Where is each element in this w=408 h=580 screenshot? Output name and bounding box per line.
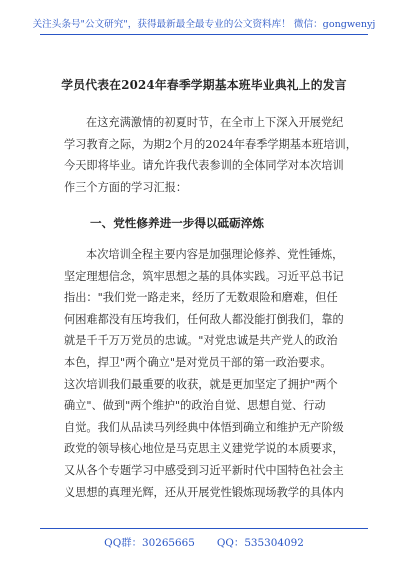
body-line: 自觉。我们从品读马列经典中体悟到确立和维护无产阶级 bbox=[64, 420, 344, 434]
footer-qq-contact: QQ：535304092 bbox=[216, 537, 304, 549]
banner-divider bbox=[40, 34, 368, 35]
body-paragraph bbox=[64, 244, 344, 503]
footer-divider bbox=[40, 528, 368, 529]
intro-line: 作三个方面的学习汇报： bbox=[64, 180, 188, 194]
body-line: 本次培训全程主要内容是加强理论修养、党性锤炼， bbox=[86, 248, 344, 261]
body-line: 政党的领导核心地位是马克思主义建党学说的本质要求， bbox=[64, 442, 344, 456]
footer-qq-group: QQ群：30265665 bbox=[104, 537, 195, 549]
intro-line: 学习教育之际，为期2个月的2024年春季学期基本班培训， bbox=[64, 137, 357, 151]
body-line: 这次培训我们最重要的收获，就是更加坚定了拥护"两个 bbox=[64, 377, 338, 391]
top-banner bbox=[0, 16, 408, 30]
banner-text: 关注头条号"公文研究"，获得最新最全最专业的公文资料库！ 微信：gongwenyj bbox=[32, 19, 376, 30]
body-line: 就是千千万万党员的忠诚。"对党忠诚是共产党人的政治 bbox=[64, 334, 338, 348]
body-line: 义思想的真理光辉，还从开展党性锻炼现场教学的具体内 bbox=[64, 485, 344, 499]
body-line: 指出："我们党一路走来，经历了无数艰险和磨难，但任 bbox=[64, 291, 338, 305]
body-line: 坚定理想信念，筑牢思想之基的具体实践。习近平总书记 bbox=[64, 269, 344, 283]
body-line: 又从各个专题学习中感受到习近平新时代中国特色社会主 bbox=[64, 463, 344, 477]
bottom-footer bbox=[0, 534, 408, 549]
intro-line: 今天即将毕业。请允许我代表参训的全体同学对本次培训 bbox=[64, 159, 344, 173]
document-title: 学员代表在2024年春季学期基本班毕业典礼上的发言 bbox=[61, 78, 347, 92]
intro-paragraph bbox=[64, 112, 357, 198]
body-line: 确立"、做到"两个维护"的政治自觉、思想自觉、行动 bbox=[64, 399, 326, 413]
intro-line: 在这充满激情的初夏时节，在全市上下深入开展党纪 bbox=[86, 116, 344, 129]
section-heading: 一、党性修养进一步得以砥砺淬炼 bbox=[90, 216, 264, 230]
body-line: 本色，捍卫"两个确立"是对党员干部的第一政治要求。 bbox=[64, 355, 332, 369]
body-line: 何困难都没有压垮我们，任何敌人都没能打倒我们，靠的 bbox=[64, 312, 344, 326]
